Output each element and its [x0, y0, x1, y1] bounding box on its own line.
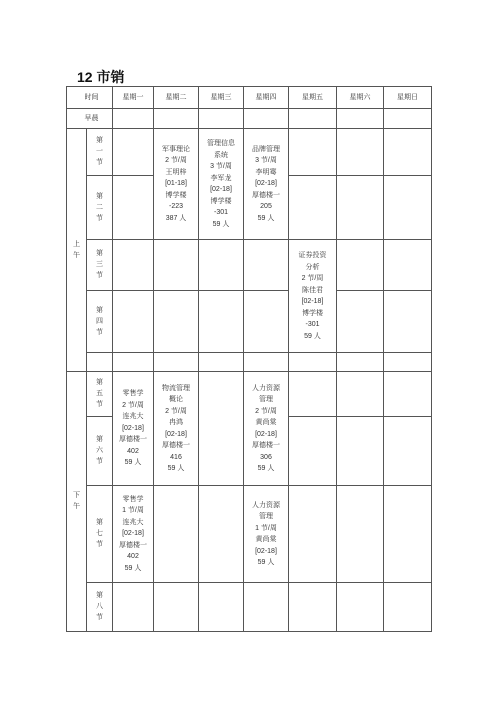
- course-weeks: [01-18]: [165, 180, 187, 188]
- header-day-sat: 星期六: [337, 87, 384, 109]
- course-building: 博学楼: [302, 308, 323, 317]
- header-day-fri: 星期五: [289, 87, 337, 109]
- period-1-row: [67, 129, 432, 176]
- period-3-text: 第三节: [96, 249, 103, 280]
- period-7-text: 第七节: [96, 518, 103, 549]
- course-weeks: [02-18]: [301, 298, 324, 305]
- morning-row: [67, 109, 432, 129]
- course-weeks: [02-18]: [255, 430, 277, 438]
- course-size: 59 人: [257, 559, 275, 566]
- course-size: 59 人: [212, 220, 230, 228]
- header-day-thu: 星期四: [244, 87, 289, 109]
- period-1-label: [87, 129, 113, 176]
- course-name-cont: 系统: [214, 150, 228, 159]
- course-room: 205: [260, 203, 272, 211]
- course-weeks: [02-18]: [255, 547, 277, 555]
- course-room: -301: [305, 321, 320, 328]
- course-weeks: [02-18]: [165, 430, 187, 438]
- course-hours: 1 节/周: [255, 524, 277, 532]
- page-title: 12 市销: [77, 69, 125, 85]
- period-3-label: [87, 240, 113, 291]
- period-5-text: 第五节: [96, 378, 103, 409]
- period-8-label: [87, 583, 113, 632]
- course-teacher: 黄尚棠: [255, 418, 277, 426]
- course-teacher: 王明梓: [165, 167, 187, 176]
- pm-label-text: 下午: [73, 491, 80, 511]
- header-day-wed: 星期三: [199, 87, 244, 109]
- course-name: 零售学: [122, 389, 144, 398]
- course-size: 59 人: [257, 465, 275, 472]
- course-teacher: 李明骞: [255, 167, 277, 176]
- course-building: 厚德楼一: [162, 441, 190, 449]
- course-fri-am: [289, 240, 337, 353]
- course-room: -301: [213, 209, 228, 216]
- course-room: -223: [168, 203, 183, 211]
- gap-row: [67, 353, 432, 372]
- course-hours: 1 节/周: [122, 507, 144, 515]
- period-6-text: 第六节: [96, 435, 103, 466]
- pm-label: [67, 372, 87, 632]
- header-day-mon: 星期一: [113, 87, 154, 109]
- course-name: 证券投资: [298, 251, 327, 259]
- period-8-text: 第八节: [96, 591, 103, 622]
- header-day-sun: 星期日: [384, 87, 432, 109]
- course-weeks: [02-18]: [210, 186, 232, 193]
- course-teacher: 连兆大: [122, 517, 144, 526]
- period-1-text: 第一节: [96, 136, 103, 167]
- course-teacher: 黄尚棠: [255, 535, 277, 543]
- course-teacher: 李军龙: [210, 173, 232, 182]
- course-teacher: 冉鸿: [169, 418, 183, 426]
- course-building: 博学楼: [165, 190, 187, 199]
- course-tue-pm56: [154, 372, 199, 486]
- course-hours: 2 节/周: [165, 407, 187, 415]
- course-mon-pm7: [113, 486, 154, 583]
- course-building: 博学楼: [210, 196, 232, 205]
- course-name: 人力资源: [252, 500, 280, 509]
- course-size: 387 人: [165, 214, 187, 222]
- period-4-label: [87, 291, 113, 353]
- course-wed-am: [199, 129, 244, 240]
- period-7-label: [87, 486, 113, 583]
- header-day-tue: 星期二: [154, 87, 199, 109]
- am-label: [67, 129, 87, 372]
- course-building: 厚德楼一: [119, 435, 147, 444]
- timetable: [66, 86, 432, 632]
- course-tue-am: [154, 129, 199, 240]
- course-name: 零售学: [122, 494, 144, 503]
- course-thu-am: [244, 129, 289, 240]
- course-teacher: 陈佳君: [302, 285, 323, 294]
- course-name: 品牌管理: [252, 144, 280, 153]
- period-5-label: [87, 372, 113, 417]
- course-building: 厚德楼一: [119, 540, 147, 549]
- course-teacher: 连兆大: [122, 412, 144, 421]
- course-name-cont: 管理: [259, 512, 273, 520]
- course-size: 59 人: [167, 465, 185, 472]
- course-weeks: [02-18]: [255, 180, 277, 188]
- course-size: 59 人: [124, 564, 142, 572]
- header-time: 时间: [67, 87, 113, 109]
- course-hours: 3 节/周: [255, 157, 277, 165]
- course-name: 物流管理: [162, 383, 190, 392]
- course-name-cont: 管理: [259, 395, 273, 403]
- course-room: 402: [127, 447, 139, 455]
- course-mon-pm56: [113, 372, 154, 486]
- period-4-text: 第四节: [96, 305, 103, 336]
- course-building: 厚德楼一: [252, 190, 280, 199]
- course-hours: 2 节/周: [301, 275, 324, 282]
- course-weeks: [02-18]: [122, 424, 144, 432]
- course-thu-pm56: [244, 372, 289, 486]
- period-4-row: [67, 291, 432, 353]
- am-label-text: 上午: [73, 239, 80, 259]
- course-room: 306: [260, 453, 272, 461]
- period-7-row: [67, 486, 432, 583]
- period-5-row: [67, 372, 432, 417]
- course-name-cont: 分析: [305, 262, 320, 271]
- course-hours: 3 节/周: [210, 163, 232, 170]
- course-building: 厚德楼一: [252, 441, 280, 449]
- course-hours: 2 节/周: [255, 407, 277, 415]
- course-size: 59 人: [304, 332, 321, 340]
- course-name: 管理信息: [207, 139, 235, 147]
- course-room: 402: [127, 553, 139, 561]
- period-3-row: [67, 240, 432, 291]
- period-2-label: [87, 176, 113, 240]
- course-hours: 2 节/周: [122, 401, 144, 409]
- period-8-row: [67, 583, 432, 632]
- course-name-cont: 概论: [169, 395, 183, 403]
- header-row: [67, 87, 432, 109]
- course-size: 59 人: [124, 459, 142, 467]
- course-room: 416: [170, 453, 182, 461]
- course-size: 59 人: [257, 214, 275, 222]
- course-name: 军事理论: [162, 144, 190, 153]
- course-weeks: [02-18]: [122, 530, 144, 538]
- course-thu-pm7: [244, 486, 289, 583]
- period-2-text: 第二节: [96, 191, 103, 222]
- course-name: 人力资源: [252, 383, 280, 392]
- period-6-label: [87, 417, 113, 486]
- morning-label: 早晨: [67, 109, 113, 129]
- course-hours: 2 节/周: [165, 157, 187, 165]
